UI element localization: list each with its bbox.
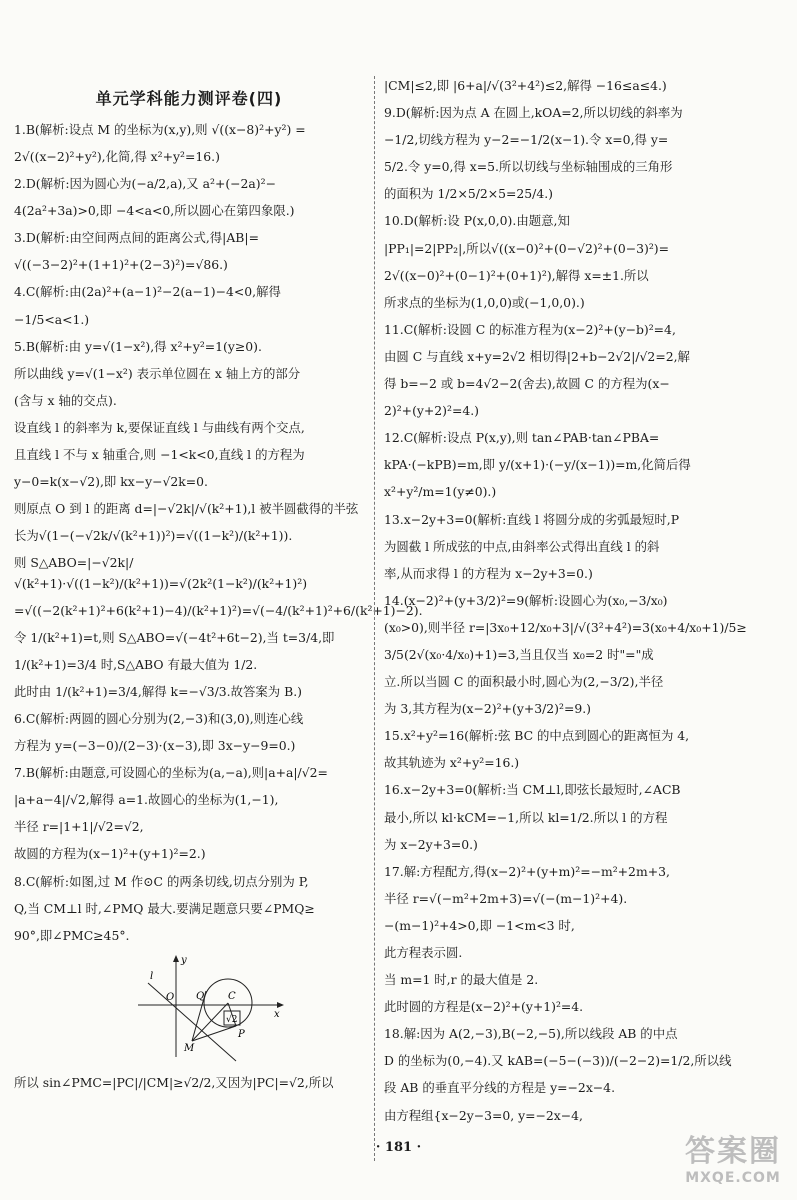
right-text-line-28: 最小,所以 kl·kCM=−1,所以 kl=1/2.所以 l 的方程 (384, 809, 668, 825)
right-text-line-5: 的面积为 1/2×5/2×5=25/4.) (384, 186, 554, 202)
right-text-line-14: 12.C(解析:设点 P(x,y),则 tan∠PAB·tan∠PBA= (384, 430, 660, 446)
right-text-line-24: 为 3,其方程为(x−2)²+(y+3/2)²=9.) (384, 701, 591, 717)
left-text-line-12: 设直线 l 的斜率为 k,要保证直线 l 与曲线有两个交点, (14, 419, 305, 435)
page-title: 单元学科能力测评卷(四) (95, 89, 283, 108)
left-text-line-27: 故圆的方程为(x−1)²+(y+1)²=2.) (14, 846, 206, 862)
column-divider (374, 76, 375, 1161)
left-column (14, 76, 423, 1100)
left-text-line-30: 90°,即∠PMC≥45°. (14, 927, 130, 943)
left-text-line-17: 则 S△ABO=|−√2k|/√(k²+1)·√((1−k²)/(k²+1))=√(2k²(1−k²)/(k²+1)²) (14, 555, 308, 591)
left-text-line-18: =√((−2(k²+1)²+6(k²+1)−4)/(k²+1)²)=√(−4/(k²+1)²+6/(k²+1)−2). (14, 602, 423, 618)
right-text-line-11: 由圆 C 与直线 x+y=2√2 相切得|2+b−2√2|/√2=2,解 (384, 348, 690, 364)
right-text-line-1: |CM|≤2,即 |6+a|/√(3²+4²)≤2,解得 −16≤a≤4.) (384, 78, 667, 93)
x-axis-arrow (277, 1002, 284, 1008)
left-text-line-1: 1.B(解析:设点 M 的坐标为(x,y),则 √((x−8)²+y²) = (14, 121, 306, 137)
right-text-line-6: 10.D(解析:设 P(x,0,0).由题意,知 (384, 213, 570, 229)
left-text-line-15: 则原点 O 到 l 的距离 d=|−√2k|/√(k²+1),l 被半圆截得的半弦 (14, 501, 359, 517)
left-text-line-8: −1/5<a<1.) (14, 311, 90, 327)
right-text-line-39: 由方程组{x−2y−3=0, y=−2x−4, (384, 1107, 583, 1123)
right-text-line-17: 13.x−2y+3=0(解析:直线 l 将圆分成的劣弧最短时,P (384, 511, 680, 527)
right-text-line-15: kPA·(−kPB)=m,即 y/(x+1)·(−y/(x−1))=m,化简后得 (384, 457, 691, 473)
right-text-block (384, 76, 782, 1126)
left-text-line-28: 8.C(解析:如图,过 M 作⊙C 的两条切线,切点分别为 P, (14, 873, 309, 889)
left-text-line-21: 此时由 1/(k²+1)=3/4,解得 k=−√3/3.故答案为 B.) (14, 683, 302, 699)
right-text-line-2: 9.D(解析:因为点 A 在圆上,kOA=2,所以切线的斜率为 (384, 105, 683, 121)
right-text-line-23: 立.所以当圆 C 的面积最小时,圆心为(2,−3/2),半径 (384, 674, 664, 690)
label-m: M (184, 1042, 195, 1054)
right-text-line-3: −1/2,切线方程为 y−2=−1/2(x−1).令 x=0,得 y= (384, 132, 669, 148)
left-text-line-16: 长为√(1−(−√2k/√(k²+1))²)=√((1−k²)/(k²+1)). (14, 528, 293, 544)
right-text-line-7: |PP₁|=2|PP₂|,所以√((x−0)²+(0−√2)²+(0−3)²)= (384, 240, 670, 256)
left-text-line-4: 4(2a²+3a)>0,即 −4<a<0,所以圆心在第四象限.) (14, 203, 295, 219)
right-text-line-32: −(m−1)²+4>0,即 −1<m<3 时, (384, 917, 575, 933)
right-text-line-25: 15.x²+y²=16(解析:弦 BC 的中点到圆心的距离恒为 4, (384, 728, 690, 744)
left-text-line-11: (含与 x 轴的交点). (14, 392, 117, 408)
right-text-line-13: 2)²+(y+2)²=4.) (384, 403, 480, 419)
left-text-line-6: √((−3−2)²+(1+1)²+(2−3)²)=√86.) (14, 257, 228, 273)
right-text-line-12: 得 b=−2 或 b=4√2−2(舍去),故圆 C 的方程为(x− (384, 376, 670, 392)
label-o: O (166, 991, 175, 1003)
right-text-line-20: 14.(x−2)²+(y+3/2)²=9(解析:设圆心为(x₀,−3/x₀) (384, 592, 668, 608)
label-q: Q (196, 990, 205, 1002)
right-text-line-35: 此时圆的方程是(x−2)²+(y+1)²=4. (384, 999, 584, 1015)
right-text-line-30: 17.解:方程配方,得(x−2)²+(y+m)²=−m²+2m+3, (384, 863, 670, 879)
label-x: x (274, 1008, 280, 1020)
left-text-line-5: 3.D(解析:由空间两点间的距离公式,得|AB|= (14, 230, 259, 246)
left-text-line-29: Q,当 CM⊥l 时,∠PMQ 最大.要满足题意只要∠PMQ≥ (14, 900, 315, 916)
right-text-line-38: 段 AB 的垂直平分线的方程是 y=−2x−4. (384, 1080, 616, 1096)
left-text-line-13: 且直线 l 不与 x 轴重合,则 −1<k<0,直线 l 的方程为 (14, 447, 305, 463)
watermark-logo-text: 答案圈 (685, 1134, 781, 1169)
right-text-line-37: D 的坐标为(0,−4).又 kAB=(−5−(−3))/(−2−2)=1/2,所以线 (384, 1053, 732, 1069)
left-text-line-22: 6.C(解析:两圆的圆心分别为(2,−3)和(3,0),则连心线 (14, 710, 304, 726)
left-text-line-2: 2√((x−2)²+y²),化简,得 x²+y²=16.) (14, 149, 220, 164)
right-text-line-27: 16.x−2y+3=0(解析:当 CM⊥l,即弦长最短时,∠ACB (384, 782, 681, 798)
watermark (685, 1126, 781, 1186)
left-text-block (14, 120, 423, 946)
right-text-line-22: 3/5(2√(x₀·4/x₀)+1)=3,当且仅当 x₀=2 时"="成 (384, 646, 654, 662)
right-text-line-31: 半径 r=√(−m²+2m+3)=√(−(m−1)²+4). (384, 890, 628, 906)
left-text-line-9: 5.B(解析:由 y=√(1−x²),得 x²+y²=1(y≥0). (14, 338, 262, 354)
label-l: l (150, 970, 154, 982)
left-text-line-25: |a+a−4|/√2,解得 a=1.故圆心的坐标为(1,−1), (14, 792, 279, 808)
right-text-line-9: 所求点的坐标为(1,0,0)或(−1,0,0).) (384, 294, 585, 310)
right-text-line-29: 为 x−2y+3=0.) (384, 836, 478, 852)
left-text-line-19: 令 1/(k²+1)=t,则 S△ABO=√(−4t²+6t−2),当 t=3/4,即 (14, 629, 335, 645)
left-text-line-20: 1/(k²+1)=3/4 时,S△ABO 有最大值为 1/2. (14, 656, 258, 672)
label-p: P (238, 1028, 245, 1040)
page-number: · 181 · (375, 1140, 422, 1155)
left-text-line-24: 7.B(解析:由题意,可设圆心的坐标为(a,−a),则|a+a|/√2= (14, 765, 328, 781)
left-after-figure-line-1: 所以 sin∠PMC=|PC|/|CM|≥√2/2,又因为|PC|=√2,所以 (14, 1074, 334, 1090)
geometry-figure (136, 953, 286, 1063)
right-text-line-26: 故其轨迹为 x²+y²=16.) (384, 755, 520, 771)
label-radius: √2 (226, 1014, 238, 1025)
right-text-line-18: 为圆截 l 所成弦的中点,由斜率公式得出直线 l 的斜 (384, 538, 660, 554)
y-axis-arrow (173, 955, 179, 962)
right-text-line-19: 率,从而求得 l 的方程为 x−2y+3=0.) (384, 565, 593, 581)
left-text-line-7: 4.C(解析:由(2a)²+(a−1)²−2(a−1)−4<0,解得 (14, 284, 281, 300)
right-column (384, 76, 782, 1133)
watermark-site-text: MXQE.COM (685, 1170, 781, 1186)
left-text-line-3: 2.D(解析:因为圆心为(−a/2,a),又 a²+(−2a)²− (14, 176, 276, 192)
right-text-line-8: 2√((x−0)²+(0−1)²+(0+1)²),解得 x=±1.所以 (384, 267, 649, 283)
right-text-line-10: 11.C(解析:设圆 C 的标准方程为(x−2)²+(y−b)²=4, (384, 321, 676, 337)
label-y: y (181, 954, 187, 966)
right-text-line-36: 18.解:因为 A(2,−3),B(−2,−5),所以线段 AB 的中点 (384, 1026, 678, 1042)
right-text-line-34: 当 m=1 时,r 的最大值是 2. (384, 972, 539, 988)
left-text-line-14: y−0=k(x−√2),即 kx−y−√2k=0. (14, 474, 208, 490)
left-text-line-26: 半径 r=|1+1|/√2=√2, (14, 819, 144, 835)
left-text-after-figure (14, 1073, 364, 1093)
right-text-line-33: 此方程表示圆. (384, 945, 463, 960)
right-text-line-21: (x₀>0),则半径 r=|3x₀+12/x₀+3|/√(3²+4²)=3(x₀+4/x₀+1)/5≥ (384, 619, 747, 635)
label-c: C (228, 990, 236, 1002)
figure-svg (136, 953, 286, 1063)
left-text-line-23: 方程为 y=(−3−0)/(2−3)·(x−3),即 3x−y−9=0.) (14, 738, 296, 754)
left-text-line-10: 所以曲线 y=√(1−x²) 表示单位圆在 x 轴上方的部分 (14, 365, 301, 381)
right-text-line-16: x²+y²/m=1(y≠0).) (384, 484, 497, 500)
right-text-line-4: 5/2.令 y=0,得 x=5.所以切线与坐标轴围成的三角形 (384, 159, 673, 175)
